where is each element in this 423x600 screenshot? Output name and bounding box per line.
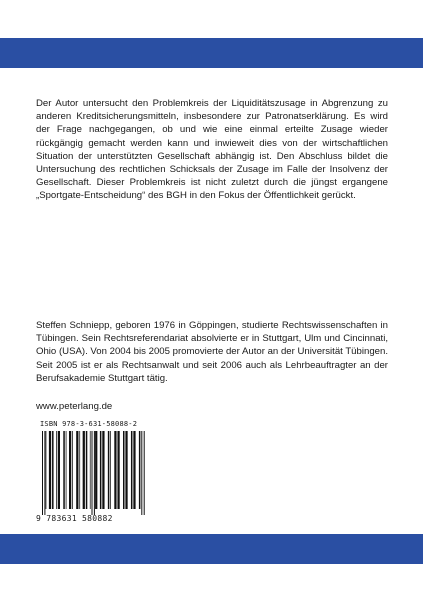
barcode-bar [69, 431, 71, 509]
author-biography: Steffen Schniepp, geboren 1976 in Göppingen, studierte Rechtswissenschaften in Tübingen. Sein Rechtsreferendariat absolvierte er in Stuttgart, Ulm und Cincinnati, Ohio (USA). Von 2004 bis 2005 promovierte der Autor an der Universität Tübingen. Seit 2005 ist er als Rechtsanwalt und seit 2006 auch als Lehrbeauftragter an der Berufsakademie Stuttgart tätig. [36, 320, 388, 384]
barcode-bar [139, 431, 141, 509]
bottom-color-band [0, 534, 423, 564]
top-color-band [0, 38, 423, 68]
barcode-bar [49, 431, 51, 509]
barcode-bar [42, 431, 43, 515]
barcode-bar [117, 431, 119, 509]
barcode-bar [92, 431, 93, 515]
barcode-graphic [40, 431, 150, 515]
barcode-bar [86, 431, 88, 509]
barcode-bar [83, 431, 85, 509]
barcode-bar [44, 431, 45, 515]
barcode-bar [133, 431, 135, 509]
barcode-bar [63, 431, 65, 509]
barcode-bar [58, 431, 60, 509]
barcode-bar [90, 431, 91, 509]
barcode-bar [114, 431, 116, 509]
barcode-bar [79, 431, 80, 509]
barcode-digits: 9 783631 580882 [36, 514, 113, 523]
barcode-bar [66, 431, 67, 509]
barcode-bar [141, 431, 142, 515]
isbn-barcode [36, 414, 154, 524]
barcode-bar [110, 431, 111, 509]
barcode-bar [94, 431, 95, 515]
barcode-bar [52, 431, 54, 509]
barcode-bar [144, 431, 145, 515]
barcode-bar [56, 431, 57, 509]
barcode-bar [46, 431, 47, 509]
publisher-website: www.peterlang.de [36, 401, 113, 412]
barcode-bar [102, 431, 104, 509]
book-description: Der Autor untersucht den Problemkreis der Liquiditätszusage in Abgrenzung zu anderen Kreditsicherungsmitteln, insbesondere zur Patronatserklärung. Es wird der Frage nachgegangen, ob und wie eine einmal erteilte Zusage wieder rückgängig gemacht werden kann und inwieweit dies von der wirtschaftlichen Situation der unterstützten Gesellschaft abhängig ist. Den Abschluss bildet die Untersuchung des rechtlichen Schicksals der Zusage im Falle der Insolvenz der Gesellschaft. Dieser Problemkreis ist nicht zuletzt durch die jüngst ergangene „Sportgate-Entscheidung“ des BGH in den Fokus der Öffentlichkeit gerückt. [36, 98, 388, 202]
barcode-bar [108, 431, 110, 509]
barcode-bar [76, 431, 78, 509]
barcode-bar [95, 431, 97, 509]
barcode-bar [72, 431, 73, 509]
barcode-bar [123, 431, 125, 509]
isbn-label: ISBN 978-3-631-58088-2 [40, 420, 138, 428]
barcode-bar [125, 431, 127, 509]
barcode-bar [131, 431, 133, 509]
barcode-bar [100, 431, 102, 509]
